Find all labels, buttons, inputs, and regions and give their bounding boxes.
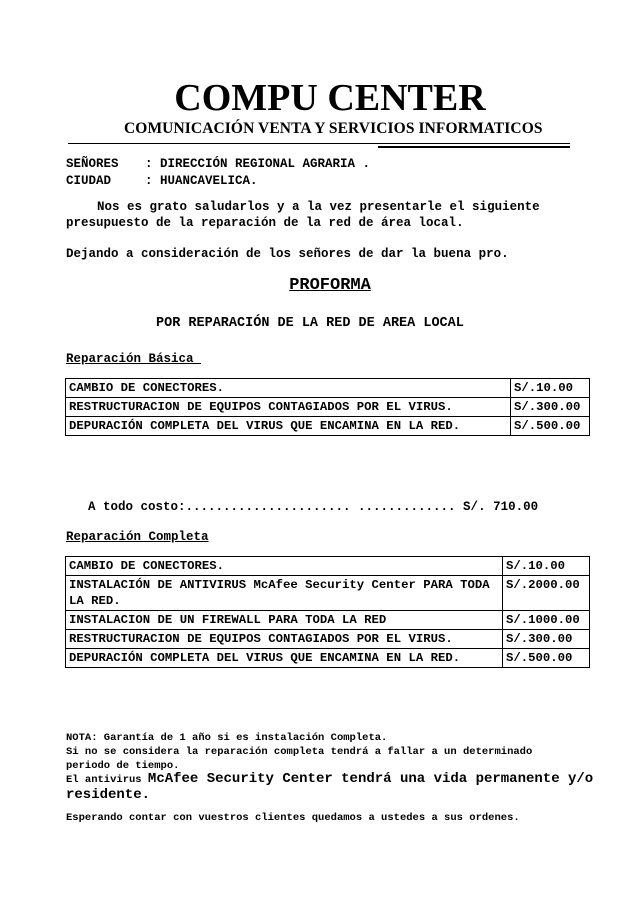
item-price: S/.300.00: [503, 630, 590, 649]
intro-line-1: Nos es grato saludarlos y a la vez presentarle el siguiente: [97, 200, 540, 214]
note-antivirus-main: McAfee Security Center tendrá una vida permanente y/o: [147, 771, 594, 787]
item-desc: RESTRUCTURACION DE EQUIPOS CONTAGIADOS POR EL VIRUS.: [66, 398, 511, 417]
complete-items-table: [65, 556, 590, 668]
item-price: S/.10.00: [503, 557, 590, 576]
proforma-subtitle: POR REPARACIÓN DE LA RED DE AREA LOCAL: [156, 316, 464, 331]
item-desc: DEPURACIÓN COMPLETA DEL VIRUS QUE ENCAMINA EN LA RED.: [66, 417, 511, 436]
item-desc: RESTRUCTURACION DE EQUIPOS CONTAGIADOS POR EL VIRUS.: [66, 630, 503, 649]
note-line-2: Si no se considera la reparación completa tendrá a fallar a un determinado: [66, 746, 533, 758]
item-desc: INSTALACIÓN DE ANTIVIRUS McAfee Security Center PARA TODA LA RED.: [66, 576, 503, 611]
item-price: S/.300.00: [511, 398, 590, 417]
intro-line-2: presupuesto de la reparación de la red de área local.: [66, 216, 464, 230]
item-price: S/.500.00: [503, 649, 590, 668]
company-name: COMPU CENTER: [174, 77, 486, 119]
table-row: [66, 630, 590, 649]
note-line-3: periodo de tiempo.: [66, 760, 180, 772]
note-antivirus-prefix: El antivirus: [66, 774, 148, 786]
item-price: S/.1000.00: [503, 611, 590, 630]
note-residente: residente.: [66, 787, 151, 803]
table-row: [66, 417, 590, 436]
item-desc: CAMBIO DE CONECTORES.: [66, 557, 503, 576]
basic-heading: Reparación Básica: [66, 352, 202, 366]
basic-items-table: [65, 378, 590, 436]
basic-total: A todo costo:...................... ............. S/. 710.00: [88, 500, 539, 514]
table-row: [66, 557, 590, 576]
ciudad-label: CIUDAD: [66, 174, 112, 188]
company-subtitle: COMUNICACIÓN VENTA Y SERVICIOS INFORMATICOS: [124, 120, 543, 137]
table-row: [66, 379, 590, 398]
note-warranty: NOTA: Garantía de 1 año si es instalación Completa.: [66, 732, 388, 744]
item-price: S/.2000.00: [503, 576, 590, 611]
complete-heading: Reparación Completa: [66, 530, 209, 544]
note-antivirus: [66, 772, 593, 787]
table-row: [66, 611, 590, 630]
intro-line-3: Dejando a consideración de los señores de dar la buena pro.: [66, 247, 509, 261]
header-rule-thick: [378, 146, 570, 148]
item-price: S/.10.00: [511, 379, 590, 398]
table-row: [66, 649, 590, 668]
item-price: S/.500.00: [511, 417, 590, 436]
header-rule: [68, 143, 570, 144]
senores-value: : DIRECCIÓN REGIONAL AGRARIA .: [145, 157, 371, 171]
senores-label: SEÑORES: [66, 157, 119, 171]
item-desc: INSTALACION DE UN FIREWALL PARA TODA LA RED: [66, 611, 503, 630]
ciudad-value: : HUANCAVELICA.: [145, 174, 258, 188]
proforma-title: PROFORMA: [289, 276, 371, 295]
closing-line: Esperando contar con vuestros clientes quedamos a ustedes a sus ordenes.: [66, 812, 520, 824]
item-desc: CAMBIO DE CONECTORES.: [66, 379, 511, 398]
table-row: [66, 576, 590, 611]
table-row: [66, 398, 590, 417]
item-desc: DEPURACIÓN COMPLETA DEL VIRUS QUE ENCAMINA EN LA RED.: [66, 649, 503, 668]
